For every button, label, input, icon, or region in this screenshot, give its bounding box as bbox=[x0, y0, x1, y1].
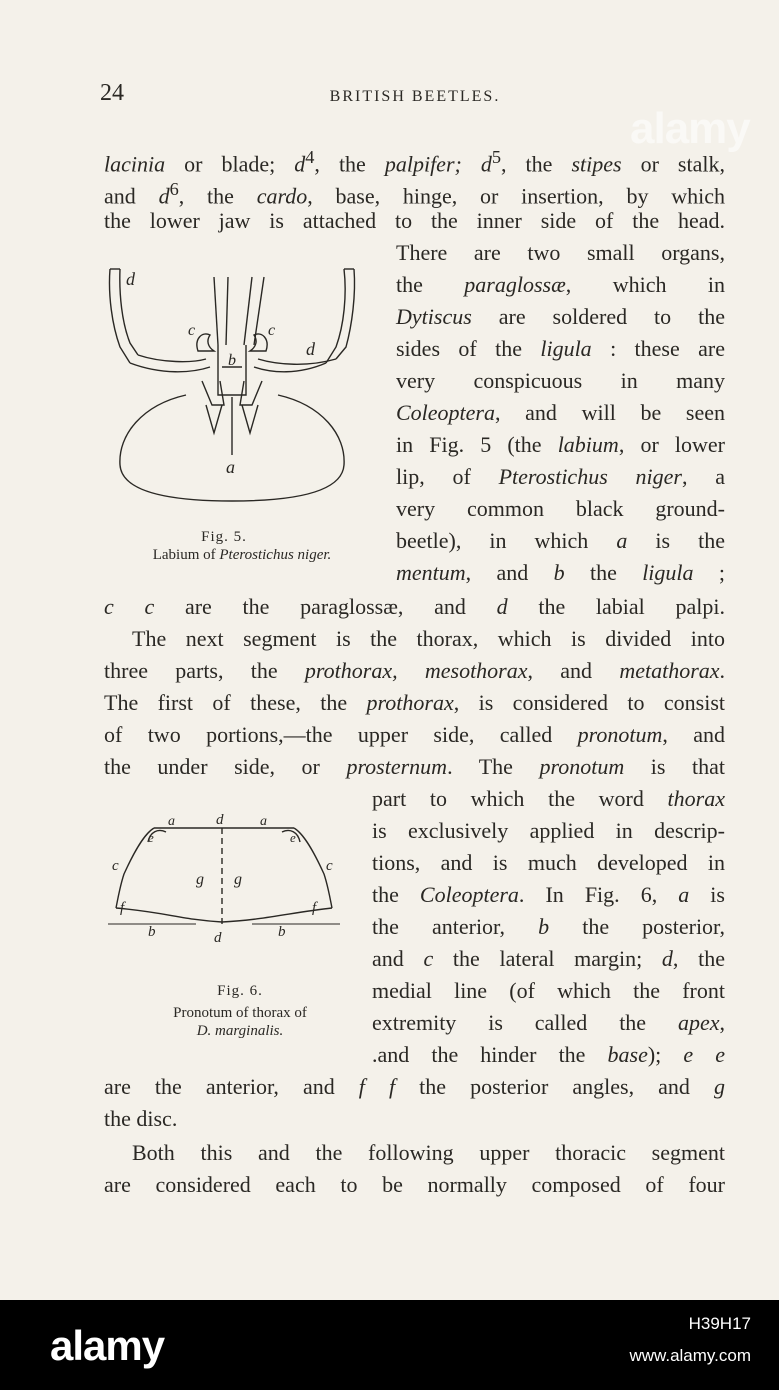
fig5-caption-number: Fig. 5. bbox=[201, 529, 247, 545]
fig6-caption-number: Fig. 6. bbox=[217, 983, 263, 999]
body-line: very conspicuous in many bbox=[396, 368, 725, 393]
body-line: medial line (of which the front bbox=[372, 978, 725, 1003]
body-line: mentum, and b the ligula ; bbox=[396, 560, 725, 585]
body-line: sides of the ligula : these are bbox=[396, 336, 725, 361]
body-line: very common black ground- bbox=[396, 496, 725, 521]
body-line: tions, and is much developed in bbox=[372, 850, 725, 875]
fig6-label-b: b bbox=[148, 924, 156, 940]
fig6-label-c: c bbox=[326, 858, 333, 874]
fig6-pronotum-drawing bbox=[104, 812, 340, 947]
fig6-caption-line1: Pronotum of thorax of bbox=[173, 1005, 307, 1021]
body-line: three parts, the prothorax, mesothorax, and metathorax. bbox=[104, 658, 726, 683]
fig5-label-b: b bbox=[228, 352, 236, 369]
body-line: .and the hinder the base); e e bbox=[372, 1042, 725, 1067]
body-line: the lower jaw is attached to the inner side of the head. bbox=[104, 208, 725, 233]
body-line: in Fig. 5 (the labium, or lower bbox=[396, 432, 725, 457]
body-line: are considered each to be normally composed of four bbox=[104, 1172, 725, 1197]
body-line: beetle), in which a is the bbox=[396, 528, 725, 553]
body-line: and $d^6$, the cardo, base, hinge, or insertion, by which bbox=[104, 179, 725, 209]
fig6-label-g: g bbox=[234, 871, 242, 888]
running-title: BRITISH BEETLES. bbox=[329, 88, 501, 105]
fig6-label-g: g bbox=[196, 871, 204, 888]
fig5-label-c: c bbox=[188, 322, 196, 339]
body-line: and c the lateral margin; d, the bbox=[372, 946, 725, 971]
fig6-label-e: e bbox=[290, 830, 296, 845]
body-line: the Coleoptera. In Fig. 6, a is bbox=[372, 882, 725, 907]
body-line: part to which the word thorax bbox=[372, 786, 725, 811]
body-line: lacinia or blade; $d^4$, the palpifer; $d^5$, the stipes or stalk, bbox=[104, 147, 725, 177]
fig6-label-f: f bbox=[120, 900, 125, 916]
fig6-label-d: d bbox=[214, 930, 222, 946]
body-line: are the anterior, and f f the posterior angles, and g bbox=[104, 1074, 725, 1099]
fig5-label-a: a bbox=[226, 457, 235, 477]
body-line: Coleoptera, and will be seen bbox=[396, 400, 725, 425]
fig5-caption bbox=[104, 528, 380, 564]
fig6-label-b: b bbox=[278, 924, 286, 940]
body-line: lip, of Pterostichus niger, a bbox=[396, 464, 725, 489]
page-number: 24 bbox=[100, 80, 124, 106]
fig6-label-c: c bbox=[112, 858, 119, 874]
body-line: of two portions,—the upper side, called pronotum, and bbox=[104, 722, 725, 747]
body-line: the anterior, b the posterior, bbox=[372, 914, 726, 939]
fig5-label-d: d bbox=[306, 339, 315, 359]
fig6-caption bbox=[120, 982, 360, 1040]
body-line: c c are the paraglossæ, and d the labial palpi. bbox=[104, 594, 725, 619]
fig5-label-d: d bbox=[126, 269, 135, 289]
body-line: is exclusively applied in descrip- bbox=[372, 818, 725, 843]
fig6-label-d: d bbox=[216, 812, 224, 828]
site-url: www.alamy.com bbox=[629, 1346, 751, 1365]
body-line: The first of these, the prothorax, is considered to consist bbox=[104, 690, 725, 715]
body-line: the disc. bbox=[104, 1106, 178, 1131]
fig6-label-e: e bbox=[148, 830, 154, 845]
fig6-label-a: a bbox=[260, 814, 267, 829]
image-id: H39H17 bbox=[688, 1314, 751, 1333]
fig6-label-a: a bbox=[168, 814, 175, 829]
body-line: There are two small organs, bbox=[396, 240, 725, 265]
body-line: the under side, or prosternum. The pronotum is that bbox=[104, 754, 725, 779]
body-line: the paraglossæ, which in bbox=[396, 272, 725, 297]
fig5-caption-text-span: Labium of Pterostichus niger. bbox=[152, 547, 332, 563]
stock-footer bbox=[0, 1300, 779, 1390]
fig6-label-f: f bbox=[312, 900, 317, 916]
watermark: alamy bbox=[630, 104, 750, 153]
fig5-labium-drawing bbox=[102, 255, 362, 520]
fig5-caption-text bbox=[104, 546, 380, 564]
body-line: extremity is called the apex, bbox=[372, 1010, 725, 1035]
body-line: Both this and the following upper thoracic segment bbox=[132, 1140, 725, 1165]
fig6-caption-line2: D. marginalis. bbox=[196, 1023, 284, 1039]
body-line: The next segment is the thorax, which is divided into bbox=[132, 626, 725, 651]
fig5-label-c: c bbox=[268, 322, 276, 339]
body-line: Dytiscus are soldered to the bbox=[396, 304, 725, 329]
stock-logo: alamy bbox=[50, 1322, 165, 1369]
